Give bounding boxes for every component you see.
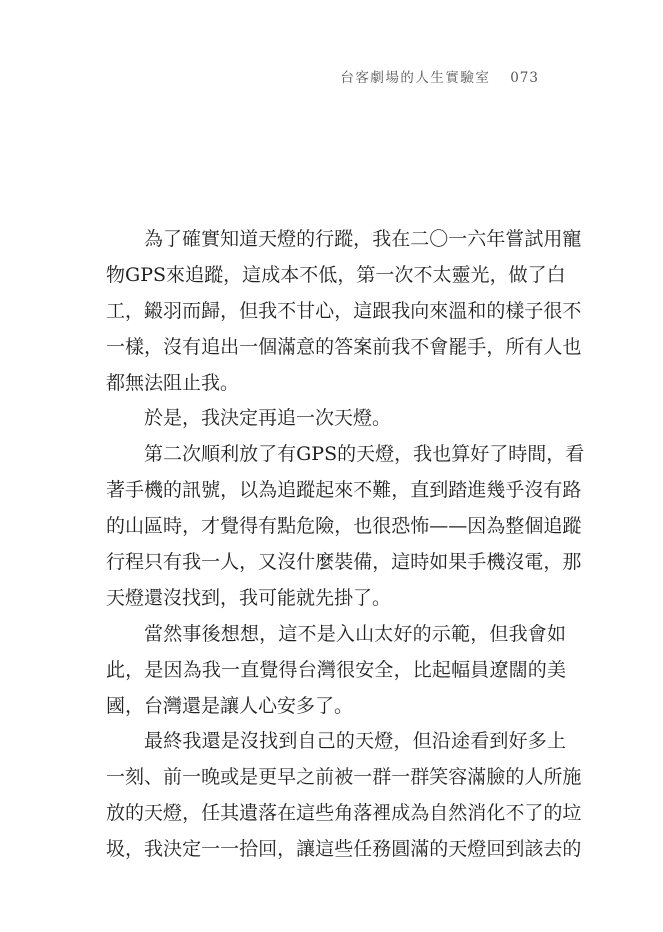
text-line: 行 程 只 有 我 一 人 ， 又 沒 什 麼 裝 備 ， 這 時 如 果 手 機 沒 電 ， 那: [106, 551, 582, 574]
text-line: 於是，我決定再追一次天燈。: [144, 407, 392, 430]
text-line: 一 樣 ， 沒 有 追 出 一 個 滿 意 的 答 案 前 我 不 會 罷 手 ， 所 有 人 也: [106, 335, 582, 358]
body-text: [106, 222, 585, 868]
text-line: 最 終 我 還 是 沒 找 到 自 己 的 天 燈 ， 但 沿 途 看 到 好 多 上: [144, 730, 566, 753]
text-line: 天燈還沒找到，我可能就先掛了。: [106, 586, 392, 609]
text-line: 都無法阻止我。: [106, 371, 240, 394]
running-header: [340, 66, 539, 86]
page-number: 073: [510, 70, 539, 86]
text-line: 一 刻 、 前 一 晚 或 是 更 早 之 前 被 一 群 一 群 笑 容 滿 臉 的 人 所 施: [106, 766, 582, 789]
text-line: 工 ， 鎩 羽 而 歸 ， 但 我 不 甘 心 ， 這 跟 我 向 來 溫 和 的 樣 子 很 不: [106, 299, 582, 322]
text-line: 為 了 確 實 知 道 天 燈 的 行 蹤 ， 我 在 二 〇 一 六 年 嘗 試 用 寵: [144, 228, 582, 250]
text-line: 放 的 天 燈 ， 任 其 遺 落 在 這 些 角 落 裡 成 為 自 然 消 化 不 了 的 垃: [106, 802, 582, 825]
text-line: 第 二 次 順 利 放 了 有 GPS 的 天 燈 ， 我 也 算 好 了 時 間 ， 看: [144, 443, 585, 466]
text-line: 著 手 機 的 訊 號 ， 以 為 追 蹤 起 來 不 難 ， 直 到 踏 進 幾 乎 沒 有 路: [106, 479, 582, 502]
text-line: 此 ， 是 因 為 我 一 直 覺 得 台 灣 很 安 全 ， 比 起 幅 員 遼 闊 的 美: [106, 658, 566, 681]
text-line: 圾 ， 我 決 定 一 一 拾 回 ， 讓 這 些 任 務 圓 滿 的 天 燈 回 到 該 去 的: [106, 838, 582, 861]
text-line: 當 然 事 後 想 想 ， 這 不 是 入 山 太 好 的 示 範 ， 但 我 會 如: [144, 622, 566, 645]
text-line: 物 GPS 來 追 蹤 ， 這 成 本 不 低 ， 第 一 次 不 太 靈 光 ， 做 了 白: [106, 263, 566, 286]
text-line: 的 山 區 時 ， 才 覺 得 有 點 危 險 ， 也 很 恐 怖 — — 因 為 整 個 追 蹤: [106, 515, 582, 538]
book-title: 台客劇場的人生實驗室: [340, 70, 491, 86]
text-line: 國，台灣還是讓人心安多了。: [106, 694, 354, 717]
